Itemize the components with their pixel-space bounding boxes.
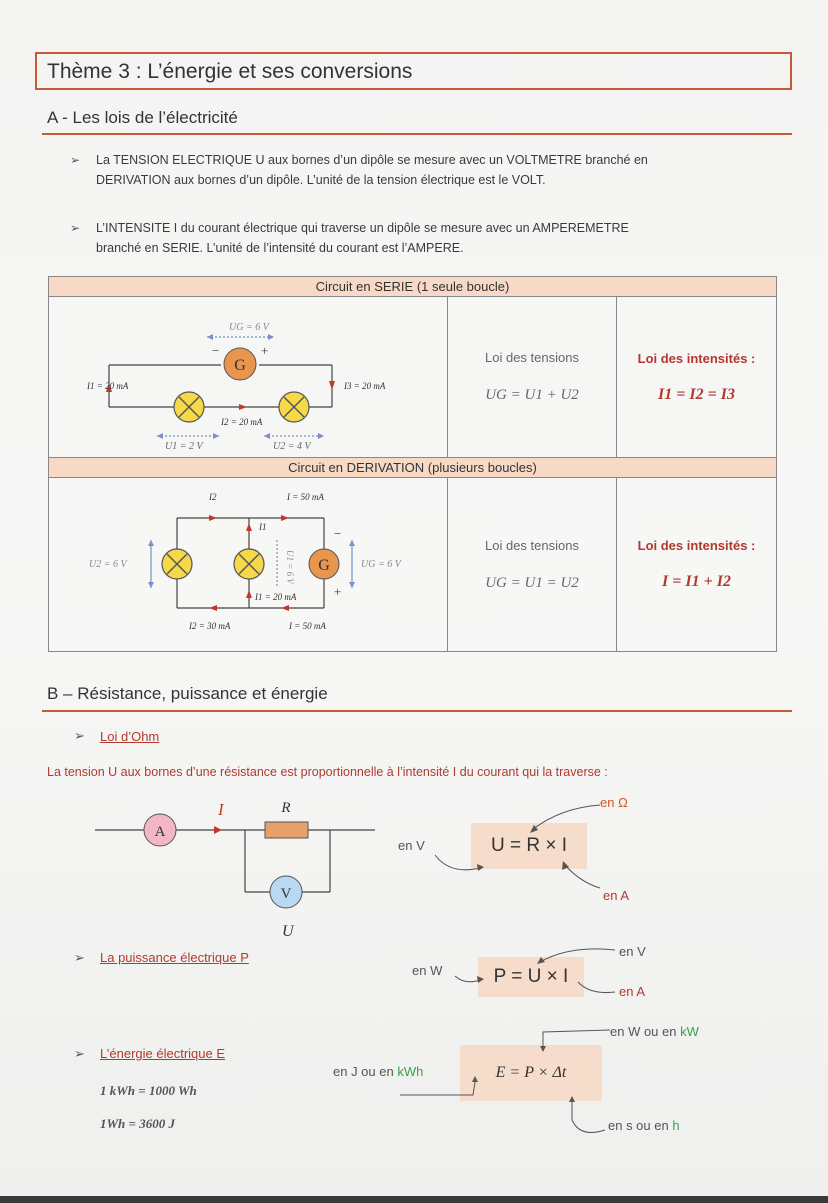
section-a-heading: A - Les lois de l’électricité: [47, 108, 238, 127]
bullet-arrow-icon: ➢: [74, 728, 85, 743]
bullet-arrow-icon: ➢: [74, 950, 85, 965]
serie-circuit-cell: [49, 297, 448, 458]
derivation-circuit-cell: [49, 478, 448, 652]
power-unit-a: en A: [619, 984, 646, 999]
bullet-arrow-icon: ➢: [70, 153, 81, 167]
resistor-icon: [265, 800, 308, 838]
svg-text:U1 = 6 V: U1 = 6 V: [285, 550, 295, 584]
energy-unit-s: en s ou en h: [608, 1118, 680, 1133]
svg-text:G: G: [318, 557, 330, 574]
section-b-rule: [42, 710, 792, 712]
ohm-formula: U = R × I: [471, 823, 587, 869]
svg-text:UG = 6 V: UG = 6 V: [361, 559, 401, 570]
ohm-circuit-diagram: [90, 790, 390, 950]
bullet-intensite: [70, 218, 786, 258]
ohm-unit-a: en A: [603, 888, 630, 903]
ammeter-icon: [144, 814, 176, 846]
ohm-unit-arrows: [420, 800, 620, 900]
bullet-arrow-icon: ➢: [70, 221, 81, 235]
bullet-tension-line1: La TENSION ELECTRIQUE U aux bornes d’un dipôle se mesure avec un VOLTMETRE branché en: [96, 153, 648, 167]
energy-unit-arrows: [395, 1020, 615, 1145]
derivation-tensions-title: Loi des tensions: [485, 537, 579, 553]
svg-text:U1 = 2 V: U1 = 2 V: [165, 441, 203, 452]
power-unit-v: en V: [619, 944, 646, 959]
derivation-header: Circuit en DERIVATION (plusieurs boucles): [49, 458, 777, 478]
derivation-tensions-cell: [448, 478, 617, 652]
svg-text:A: A: [154, 824, 166, 840]
serie-tensions-title: Loi des tensions: [485, 350, 579, 365]
conversion-wh: 1Wh = 3600 J: [100, 1116, 175, 1131]
serie-tensions-cell: [448, 297, 617, 458]
page-title: Thème 3 : L’énergie et ses conversions: [35, 52, 792, 90]
power-unit-w: en W: [412, 963, 443, 978]
svg-text:UG = 6 V: UG = 6 V: [229, 322, 269, 333]
svg-text:I1 = 20 mA: I1 = 20 mA: [255, 592, 297, 602]
bullet-tension-line2: DERIVATION aux bornes d’un dipôle. L’unité de la tension électrique est le VOLT.: [96, 173, 546, 187]
section-b-heading: B – Résistance, puissance et énergie: [47, 684, 328, 703]
derivation-intensites-cell: [617, 478, 777, 652]
svg-text:U2 = 4 V: U2 = 4 V: [273, 441, 311, 452]
section-a-rule: [42, 133, 792, 135]
bullet-intensite-line1: L’INTENSITE I du courant électrique qui traverse un dipôle se mesure avec un AMPEREMETRE: [96, 221, 629, 235]
ohm-text: La tension U aux bornes d’une résistance est proportionnelle à l’intensité I du courant qui la traverse :: [47, 765, 608, 779]
serie-tensions-formula: UG = U1 + U2: [485, 387, 579, 403]
lamp-icon: [174, 392, 204, 422]
serie-header: Circuit en SERIE (1 seule boucle): [49, 277, 777, 297]
svg-text:R: R: [281, 800, 291, 816]
lamp-icon: [234, 549, 264, 579]
energy-link: L’énergie électrique E: [100, 1046, 226, 1061]
svg-text:I: I: [218, 800, 224, 819]
svg-text:+: +: [334, 584, 342, 599]
ohm-unit-v: en V: [398, 838, 425, 853]
energy-unit-w: en W ou en kW: [610, 1024, 699, 1039]
energy-formula: E = P × Δt: [460, 1045, 602, 1101]
ohm-link: Loi d’Ohm: [100, 729, 160, 744]
derivation-circuit-diagram: [49, 478, 447, 648]
svg-text:I3 = 20 mA: I3 = 20 mA: [344, 381, 386, 391]
bullet-intensite-line2: branché en SERIE. L’unité de l’intensité du courant est l’AMPERE.: [96, 241, 464, 255]
svg-text:U: U: [282, 923, 294, 940]
svg-text:−: −: [334, 526, 342, 541]
derivation-intensites-title: Loi des intensités :: [637, 538, 756, 553]
bullet-arrow-icon: ➢: [74, 1046, 85, 1061]
svg-text:+: +: [261, 343, 269, 358]
serie-circuit-diagram: [49, 297, 447, 454]
svg-text:V: V: [280, 886, 292, 902]
svg-text:−: −: [212, 343, 220, 358]
derivation-tensions-formula: UG = U1 = U2: [485, 574, 579, 591]
svg-text:U2 = 6 V: U2 = 6 V: [89, 559, 127, 570]
serie-intensites-cell: [617, 297, 777, 458]
svg-text:I1: I1: [259, 522, 267, 532]
generator-icon: [309, 549, 339, 579]
laws-table: [48, 276, 777, 652]
derivation-intensites-formula: I = I1 + I2: [662, 573, 731, 590]
svg-text:I2 = 30 mA: I2 = 30 mA: [189, 621, 231, 631]
svg-text:I2: I2: [209, 492, 217, 502]
ohm-unit-ohm: en Ω: [600, 795, 628, 810]
generator-icon: [224, 348, 256, 380]
voltmeter-icon: [270, 876, 302, 908]
svg-text:G: G: [234, 357, 246, 374]
serie-intensites-formula: I1 = I2 = I3: [658, 385, 735, 403]
bottom-strip: [0, 1196, 828, 1203]
lamp-icon: [279, 392, 309, 422]
svg-text:I = 50 mA: I = 50 mA: [287, 492, 324, 502]
serie-intensites-title: Loi des intensités :: [637, 350, 756, 366]
energy-unit-j: en J ou en kWh: [333, 1064, 424, 1079]
conversion-kwh: 1 kWh = 1000 Wh: [100, 1083, 197, 1098]
svg-text:I = 50 mA: I = 50 mA: [289, 621, 326, 631]
power-formula: P = U × I: [478, 957, 584, 997]
svg-text:I1 = 20 mA: I1 = 20 mA: [87, 381, 129, 391]
power-link: La puissance électrique P: [100, 950, 249, 965]
power-unit-arrows: [450, 940, 620, 1000]
bullet-tension: [70, 150, 786, 190]
lamp-icon: [162, 549, 192, 579]
svg-text:I2 = 20 mA: I2 = 20 mA: [221, 417, 263, 427]
